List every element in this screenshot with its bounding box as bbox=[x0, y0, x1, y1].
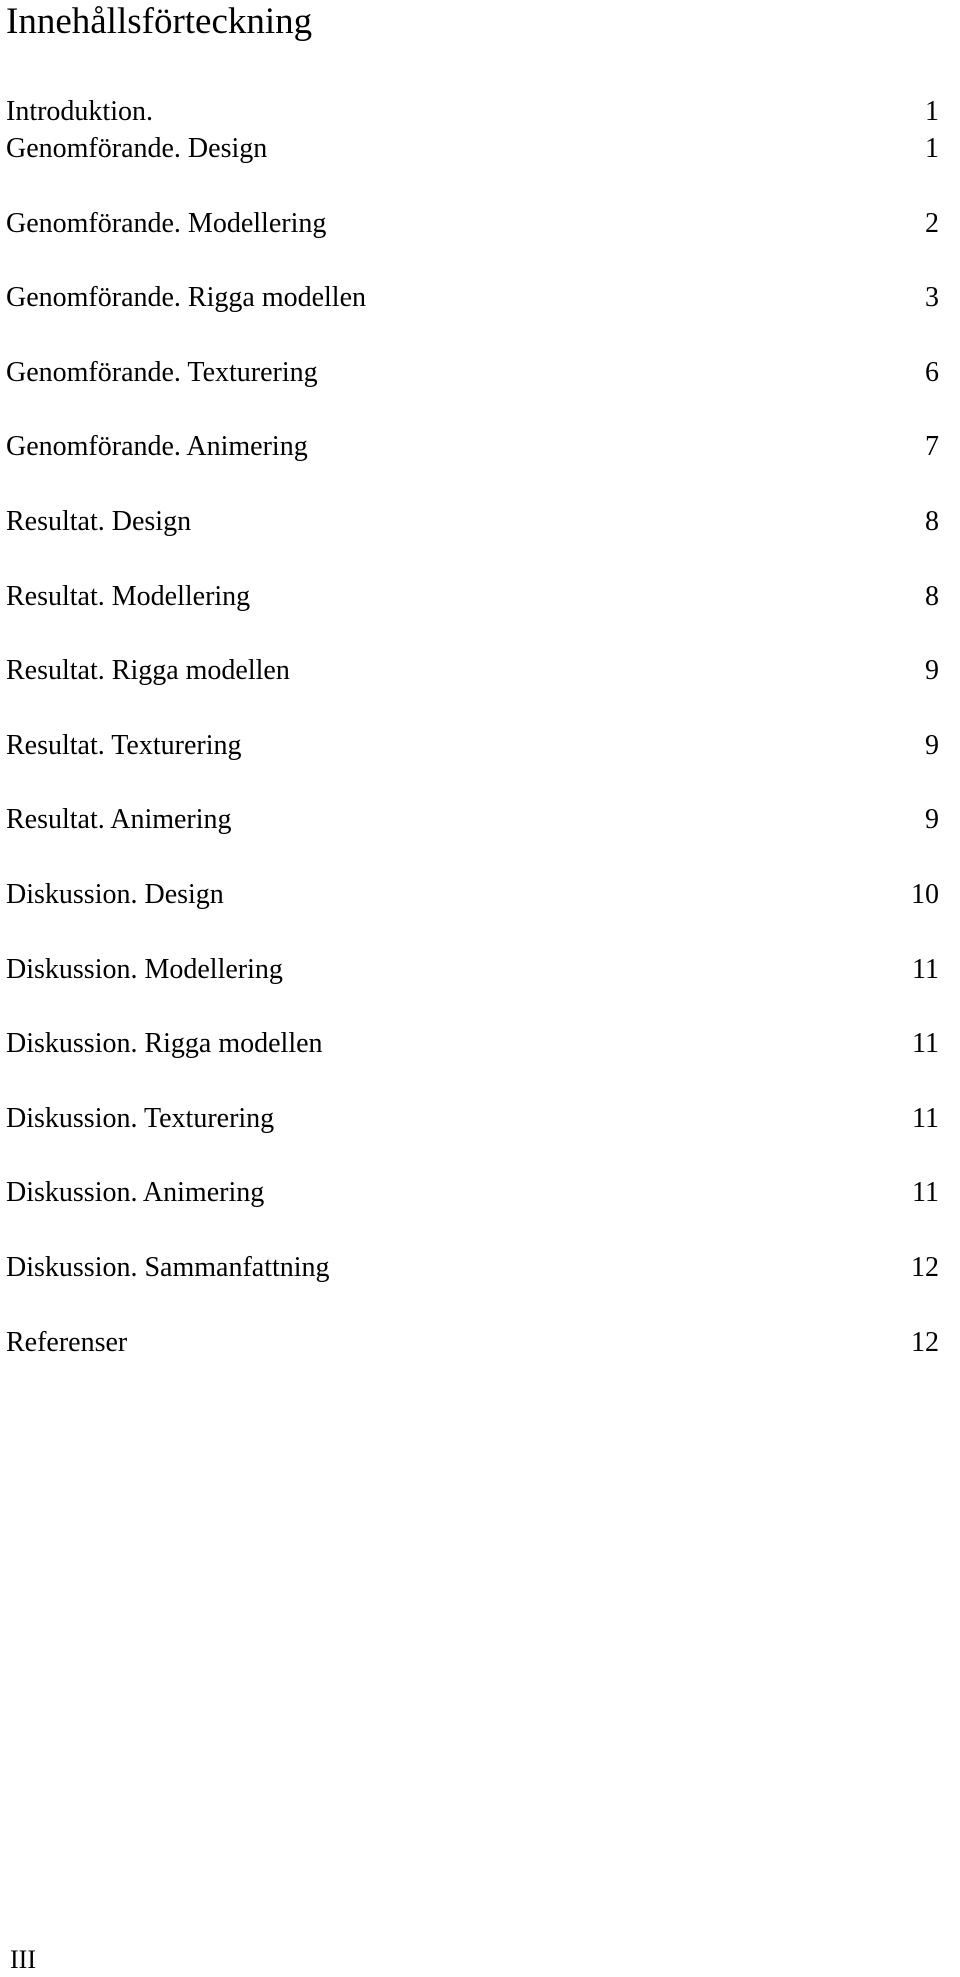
toc-entry-page: 8 bbox=[925, 506, 939, 537]
table-of-contents bbox=[6, 0, 939, 1977]
toc-entry-page: 11 bbox=[912, 1177, 939, 1208]
toc-entry-label: Genomförande. Rigga modellen bbox=[6, 282, 367, 313]
toc-entry-label: Diskussion. Sammanfattning bbox=[6, 1252, 330, 1283]
toc-entry-page: 1 bbox=[925, 96, 939, 127]
toc-entry[interactable] bbox=[6, 1323, 939, 1363]
toc-entry[interactable] bbox=[6, 1099, 939, 1139]
toc-entry-page: 12 bbox=[911, 1327, 939, 1358]
page-number: III bbox=[10, 1945, 36, 1974]
toc-entry-label: Resultat. Animering bbox=[6, 804, 232, 835]
toc-entry-label: Diskussion. Design bbox=[6, 879, 224, 910]
toc-entry-label: Genomförande. Texturering bbox=[6, 357, 318, 388]
toc-entry-label: Genomförande. Animering bbox=[6, 431, 308, 462]
toc-entry-page: 2 bbox=[925, 208, 939, 239]
toc-entry-label: Diskussion. Animering bbox=[6, 1177, 265, 1208]
toc-entry[interactable] bbox=[6, 726, 939, 766]
toc-entry-page: 7 bbox=[925, 431, 939, 462]
toc-entry-page: 1 bbox=[925, 133, 939, 164]
toc-entry-label: Diskussion. Texturering bbox=[6, 1103, 275, 1134]
toc-entry[interactable] bbox=[6, 278, 939, 318]
toc-entry-page: 12 bbox=[911, 1252, 939, 1283]
toc-entry-page: 3 bbox=[925, 282, 939, 313]
toc-entry-label: Resultat. Modellering bbox=[6, 581, 251, 612]
toc-entry-label: Diskussion. Rigga modellen bbox=[6, 1028, 323, 1059]
toc-entry-page: 9 bbox=[925, 730, 939, 761]
toc-entry-page: 10 bbox=[911, 879, 939, 910]
toc-entry-page: 11 bbox=[912, 1028, 939, 1059]
toc-entry[interactable] bbox=[6, 1173, 939, 1213]
toc-entry-label: Genomförande. Design bbox=[6, 133, 268, 164]
toc-entry[interactable] bbox=[6, 353, 939, 393]
toc-entry-page: 8 bbox=[925, 581, 939, 612]
toc-entry-label: Diskussion. Modellering bbox=[6, 954, 283, 985]
toc-entry-label: Resultat. Texturering bbox=[6, 730, 242, 761]
toc-entry[interactable] bbox=[6, 875, 939, 915]
toc-entry[interactable] bbox=[6, 950, 939, 990]
toc-entry-label: Resultat. Design bbox=[6, 506, 192, 537]
toc-entry-page: 9 bbox=[925, 804, 939, 835]
toc-entry[interactable] bbox=[6, 204, 939, 244]
toc-entry-label: Resultat. Rigga modellen bbox=[6, 655, 290, 686]
toc-entry-label: Introduktion. bbox=[6, 96, 153, 127]
toc-entry-page: 11 bbox=[912, 1103, 939, 1134]
toc-entry-label: Genomförande. Modellering bbox=[6, 208, 327, 239]
toc-entry[interactable] bbox=[6, 427, 939, 467]
page-title: Innehållsförteckning bbox=[6, 1, 313, 42]
toc-entry[interactable] bbox=[6, 92, 939, 132]
toc-entry[interactable] bbox=[6, 651, 939, 691]
toc-entry-label: Referenser bbox=[6, 1327, 128, 1358]
toc-entry[interactable] bbox=[6, 1024, 939, 1064]
toc-entry[interactable] bbox=[6, 129, 939, 169]
toc-entry[interactable] bbox=[6, 577, 939, 617]
toc-entry[interactable] bbox=[6, 800, 939, 840]
toc-entry[interactable] bbox=[6, 1248, 939, 1288]
toc-entry-page: 11 bbox=[912, 954, 939, 985]
toc-entry-page: 6 bbox=[925, 357, 939, 388]
toc-entry[interactable] bbox=[6, 502, 939, 542]
toc-entry-page: 9 bbox=[925, 655, 939, 686]
